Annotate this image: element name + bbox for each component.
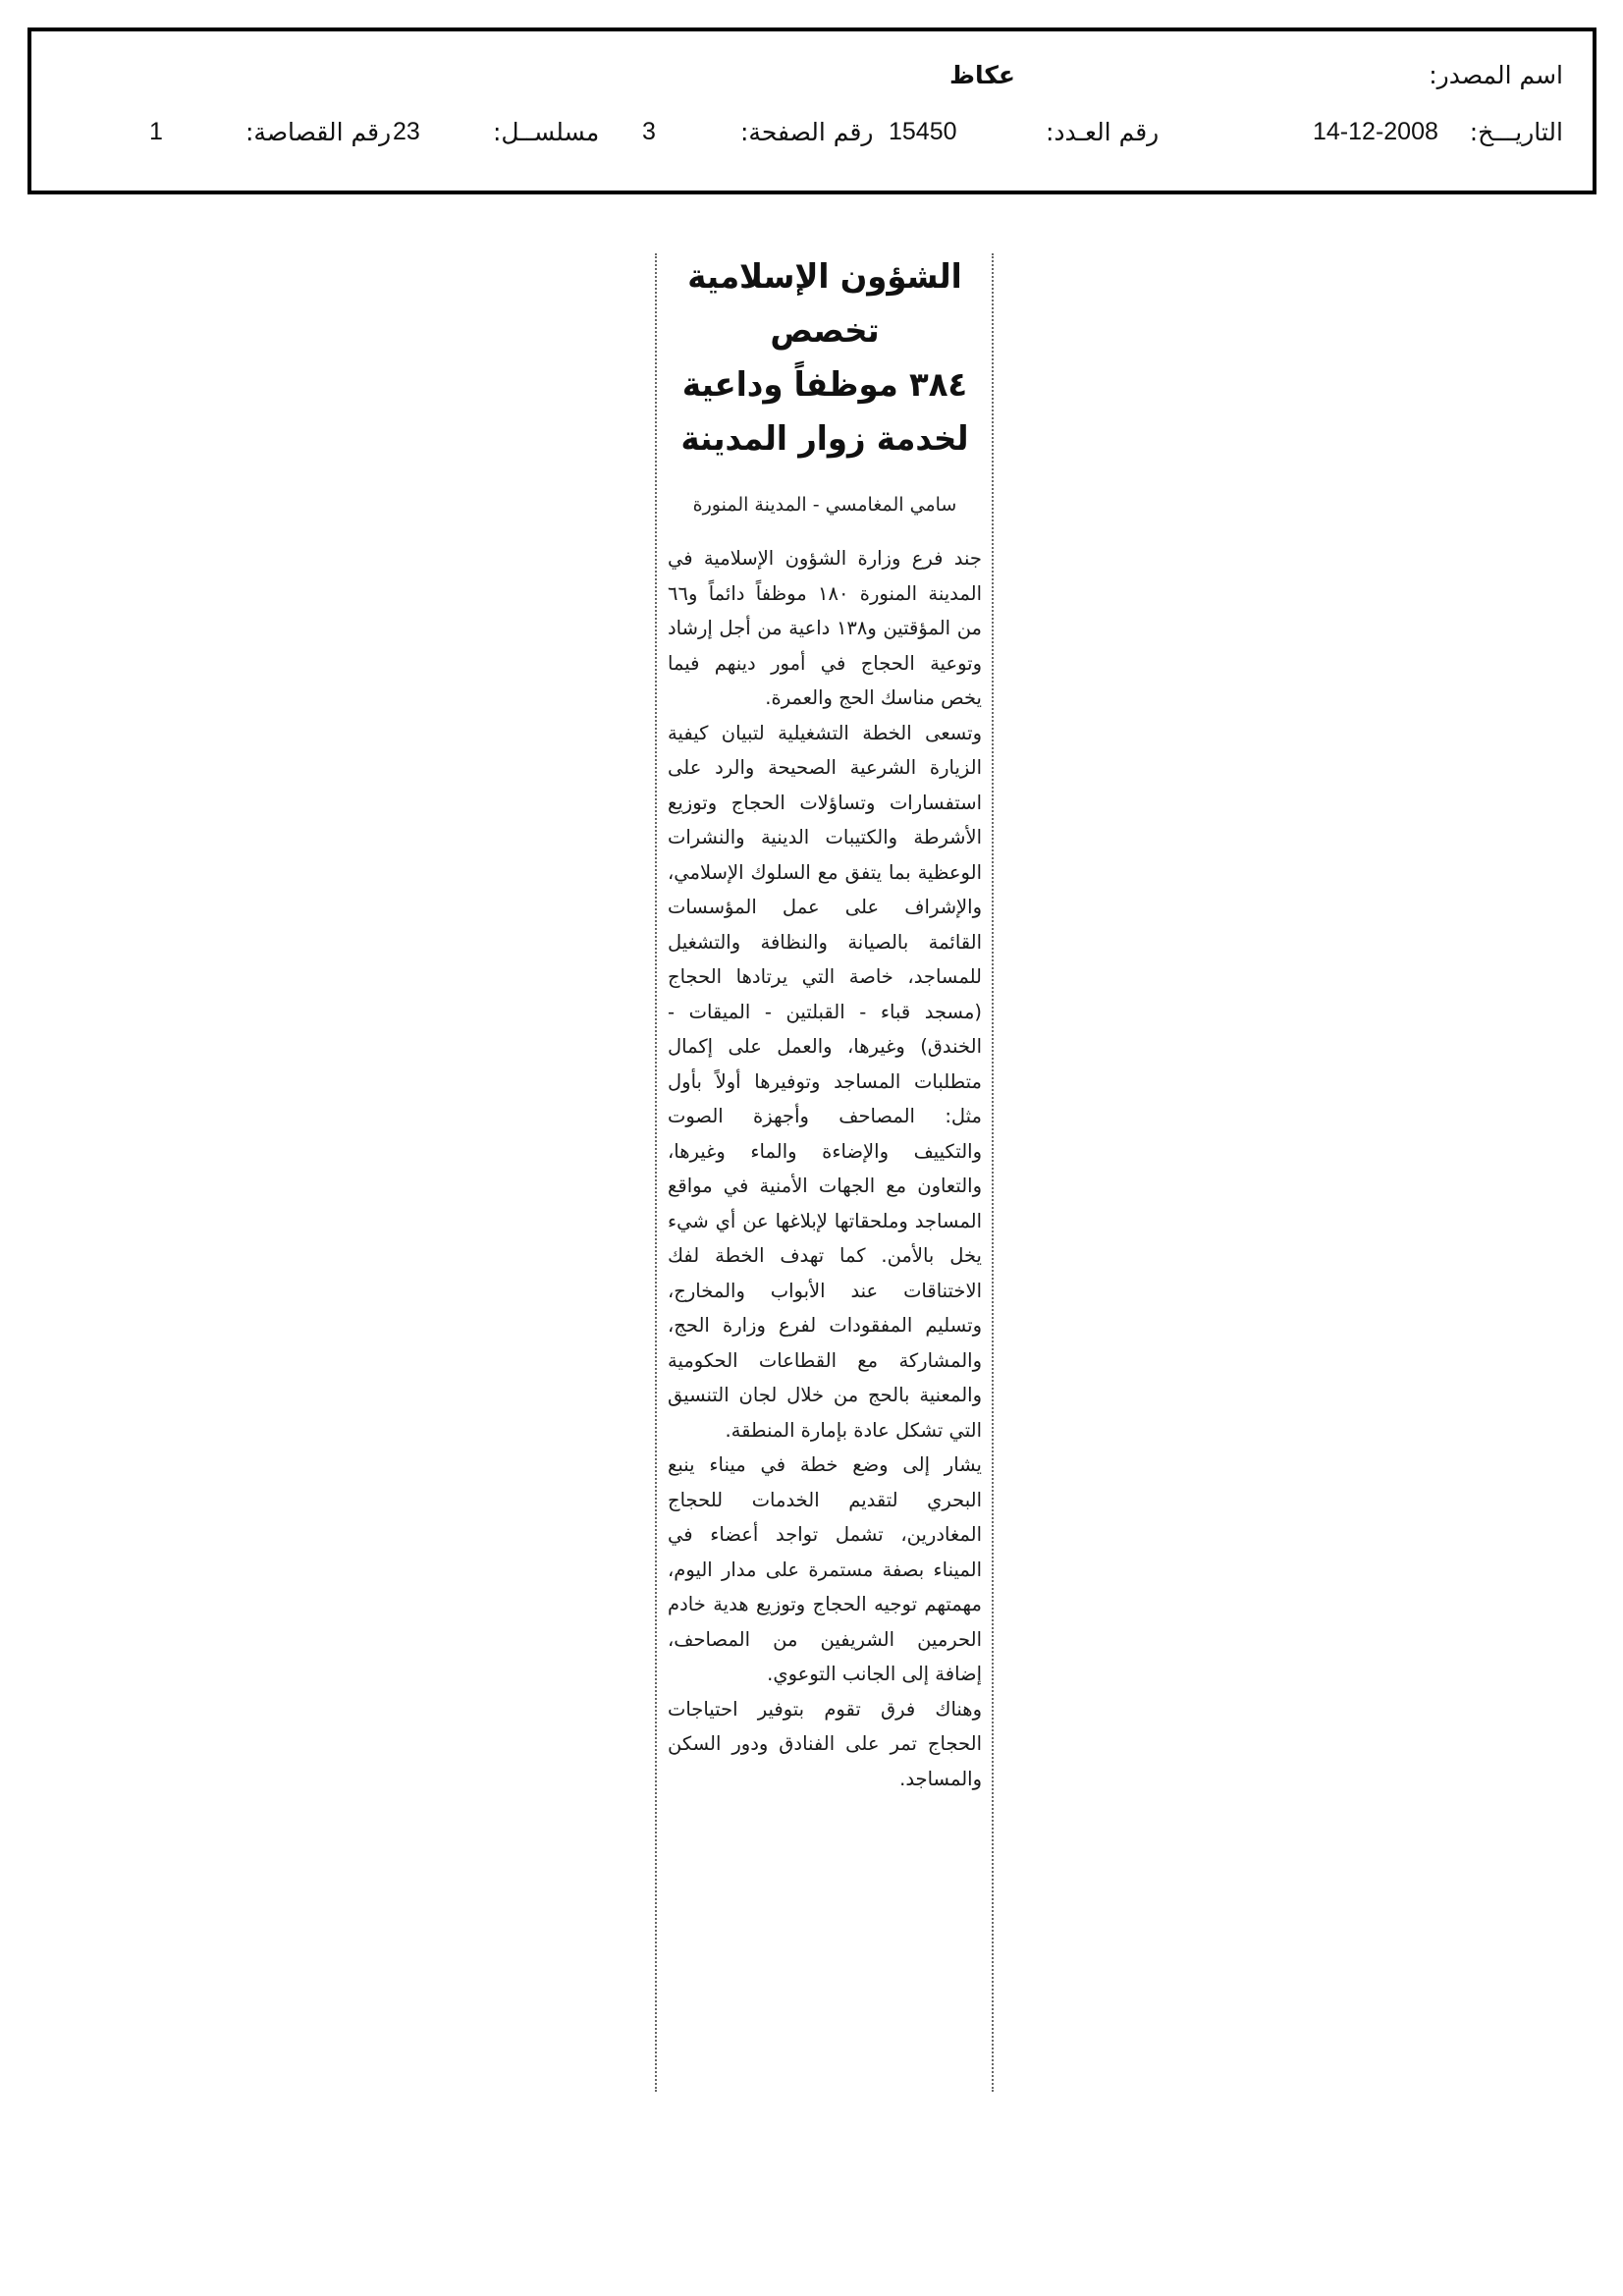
article-byline: سامي المغامسي - المدينة المنورة xyxy=(692,494,957,516)
clip-border-left xyxy=(655,253,657,2092)
date-label: التاريـــخ: xyxy=(1469,118,1563,146)
clip-number-label: رقم القصاصة: xyxy=(245,118,392,146)
source-label: اسم المصدر: xyxy=(1429,61,1563,89)
article-headline xyxy=(676,250,974,466)
clip-number-value: 1 xyxy=(149,118,163,145)
article-body xyxy=(668,541,982,1796)
clipping-info-box xyxy=(27,27,1596,194)
source-value: عكاظ xyxy=(949,61,1015,89)
issue-value: 15450 xyxy=(889,118,957,145)
headline-line-1: الشؤون الإسلامية تخصص xyxy=(687,257,962,351)
headline-line-2: ٣٨٤ موظفاً وداعية xyxy=(681,365,968,405)
clip-border-right xyxy=(992,253,994,2092)
issue-label: رقم العـدد: xyxy=(1046,118,1160,146)
article-paragraph: وهناك فرق تقوم بتوفير احتياجات الحجاج تمر على الفنادق ودور السكن والمساجد. xyxy=(668,1697,982,1790)
serial-value: 23 xyxy=(393,118,420,145)
date-value: 14-12-2008 xyxy=(1313,118,1438,145)
article-paragraph: يشار إلى وضع خطة في ميناء ينبع البحري لتقديم الخدمات للحجاج المغادرين، تشمل تواجد أعضاء في الميناء بصفة مستمرة على مدار اليوم، مهمتهم توجيه الحجاج وتوزيع هدية خادم الحرمين الشريفين من المصاحف، إضافة إلى الجانب التوعوي. xyxy=(668,1453,982,1685)
article-paragraph: وتسعى الخطة التشغيلية لتبيان كيفية الزيارة الشرعية الصحيحة والرد على استفسارات وتساؤلات الحجاج وتوزيع الأشرطة والكتيبات الدينية والنشرات الوعظية بما يتفق مع السلوك الإسلامي، والإشراف على عمل المؤسسات القائمة بالصيانة والنظافة والتشغيل للمساجد، خاصة التي يرتادها الحجاج (مسجد قباء - القبلتين - الميقات - الخندق) وغيرها، والعمل على إكمال متطلبات المساجد وتوفيرها أولاً بأول مثل: المصاحف وأجهزة الصوت والتكييف والإضاءة والماء وغيرها، والتعاون مع الجهات الأمنية في مواقع المساجد وملحقاتها لإبلاغها عن أي شيء يخل بالأمن. كما تهدف الخطة لفك الاختناقات عند الأبواب والمخارج، وتسليم المفقودات لفرع وزارة الحج، والمشاركة مع القطاعات الحكومية والمعنية بالحج من خلال لجان التنسيق التي تشكل عادة بإمارة المنطقة. xyxy=(668,721,982,1442)
headline-line-3: لخدمة زوار المدينة xyxy=(680,419,969,459)
article-paragraph: جند فرع وزارة الشؤون الإسلامية في المدينة المنورة ١٨٠ موظفاً دائماً و٦٦ من المؤقتين و١٣٨ داعية من أجل إرشاد وتوعية الحجاج في أمور دينهم فيما يخص مناسك الحج والعمرة. xyxy=(668,547,982,709)
serial-label: مسلســل: xyxy=(493,118,600,146)
page-label: رقم الصفحة: xyxy=(740,118,874,146)
page-value: 3 xyxy=(642,118,656,145)
news-article xyxy=(668,250,982,1796)
